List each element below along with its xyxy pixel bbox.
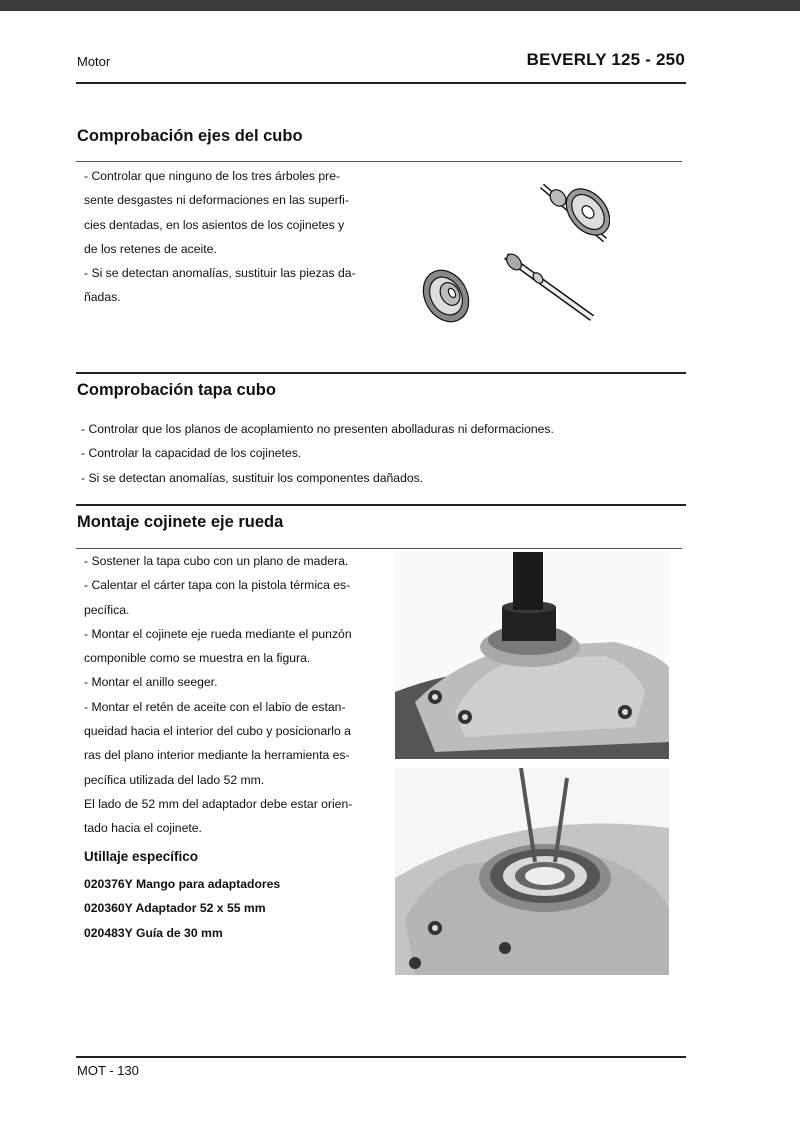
text-line: cies dentadas, en los asientos de los cojinetes y (84, 217, 345, 232)
header-rule (76, 82, 686, 84)
tools-title: Utillaje específico (84, 849, 199, 864)
text-line: tado hacia el cojinete. (84, 821, 202, 836)
text-line: - Controlar la capacidad de los cojinetes. (81, 446, 302, 461)
text-line: pecífica utilizada del lado 52 mm. (84, 772, 265, 787)
top-bar (0, 0, 800, 11)
text-line: - Controlar que los planos de acoplamiento no presenten abolladuras ni deformaciones. (81, 422, 554, 436)
page-number: MOT - 130 (77, 1063, 139, 1078)
section-text-ejes (84, 164, 356, 310)
text-line: sente desgastes ni deformaciones en las superfi- (84, 193, 349, 208)
section-rule (76, 161, 682, 162)
footer-rule (76, 1056, 686, 1058)
header-section: Motor (77, 54, 111, 69)
section-title-tapa: Comprobación tapa cubo (77, 381, 276, 399)
section-title-ejes: Comprobación ejes del cubo (77, 127, 303, 145)
text-line: - Montar el cojinete eje rueda mediante el punzón (84, 626, 352, 641)
text-line: - Sostener la tapa cubo con un plano de madera. (84, 554, 349, 568)
text-line: - Calentar el cárter tapa con la pistola térmica es- (84, 578, 351, 593)
section-title-montaje: Montaje cojinete eje rueda (77, 513, 284, 531)
text-line: ñadas. (84, 290, 121, 305)
text-line: componible como se muestra en la figura. (84, 651, 311, 666)
text-line: - Montar el anillo seeger. (84, 675, 218, 690)
seeger-ring-photo (395, 768, 669, 975)
section-divider (76, 372, 686, 374)
tool-item: 020360Y Adaptador 52 x 55 mm (84, 901, 266, 916)
header-model: BEVERLY 125 - 250 (526, 50, 685, 69)
text-line: queidad hacia el interior del cubo y posicionarlo a (84, 724, 351, 739)
text-line: - Controlar que ninguno de los tres árboles pre- (84, 169, 341, 183)
text-line: ras del plano interior mediante la herramienta es- (84, 748, 350, 763)
text-line: - Si se detectan anomalías, sustituir las piezas da- (84, 266, 356, 281)
text-line: pecífica. (84, 602, 130, 617)
section-divider (76, 504, 686, 506)
text-line: - Si se detectan anomalías, sustituir los componentes dañados. (81, 470, 424, 485)
section-text-montaje (84, 549, 352, 841)
text-line: de los retenes de aceite. (84, 241, 217, 256)
text-line: - Montar el retén de aceite con el labio de estan- (84, 699, 346, 714)
section-text-tapa (81, 417, 554, 490)
tool-item: 020483Y Guía de 30 mm (84, 925, 223, 940)
text-line: El lado de 52 mm del adaptador debe estar orien- (84, 796, 353, 811)
shafts-illustration (410, 172, 610, 332)
bearing-punch-photo (395, 552, 669, 759)
tool-item: 020376Y Mango para adaptadores (84, 877, 281, 891)
tools-list (84, 872, 280, 945)
